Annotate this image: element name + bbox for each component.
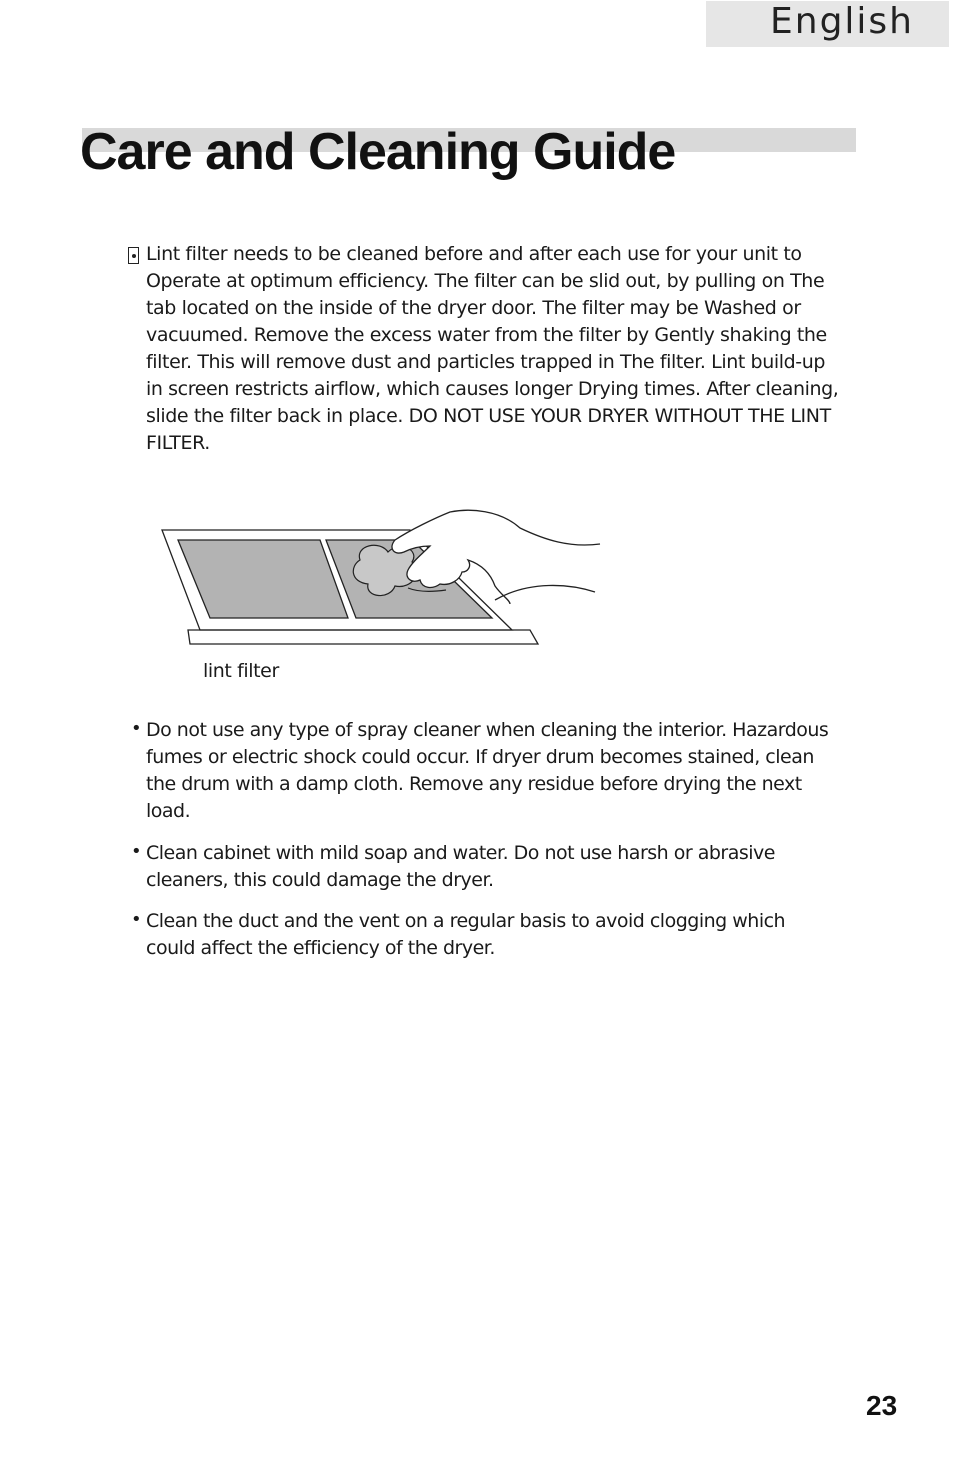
- bullet-clean-cabinet: Clean cabinet with mild soap and water. Do not use harsh or abrasive cleaners, this could damage the dryer.: [146, 842, 775, 891]
- filter-screen-left: [178, 540, 348, 618]
- lint-filter-illustration: [150, 500, 620, 660]
- bullet-dot-icon: •: [131, 718, 142, 739]
- figure-caption: lint filter: [203, 660, 279, 682]
- bullet-dot-icon: •: [131, 909, 142, 930]
- bullet-clean-duct: Clean the duct and the vent on a regular basis to avoid clogging which could affect the efficiency of the dryer.: [146, 910, 786, 959]
- bullet-dot-icon: •: [131, 841, 142, 862]
- square-bullet-icon: [128, 247, 139, 264]
- language-label: English: [770, 1, 914, 42]
- page-title: Care and Cleaning Guide: [80, 123, 676, 181]
- lint-filter-instructions: Lint filter needs to be cleaned before and after each use for your unit to Operate at optimum efficiency. The filter can be slid out, by pulling on The tab located on the inside of the dryer door. The filter may be Washed or vacuumed. Remove the excess water from the filter by Gently shaking the filter. This will remove dust and particles trapped in The filter. Lint build-up in screen restricts airflow, which causes longer Drying times. After cleaning, slide the filter back in place. DO NOT USE YOUR DRYER WITHOUT THE LINT FILTER.: [146, 243, 839, 454]
- filter-base: [188, 630, 538, 644]
- bullet-spray-cleaner: Do not use any type of spray cleaner when cleaning the interior. Hazardous fumes or electric shock could occur. If dryer drum becomes stained, clean the drum with a damp cloth. Remove any residue before drying the next load.: [146, 719, 829, 822]
- language-tab: [706, 1, 949, 47]
- page-number: 23: [866, 1390, 898, 1421]
